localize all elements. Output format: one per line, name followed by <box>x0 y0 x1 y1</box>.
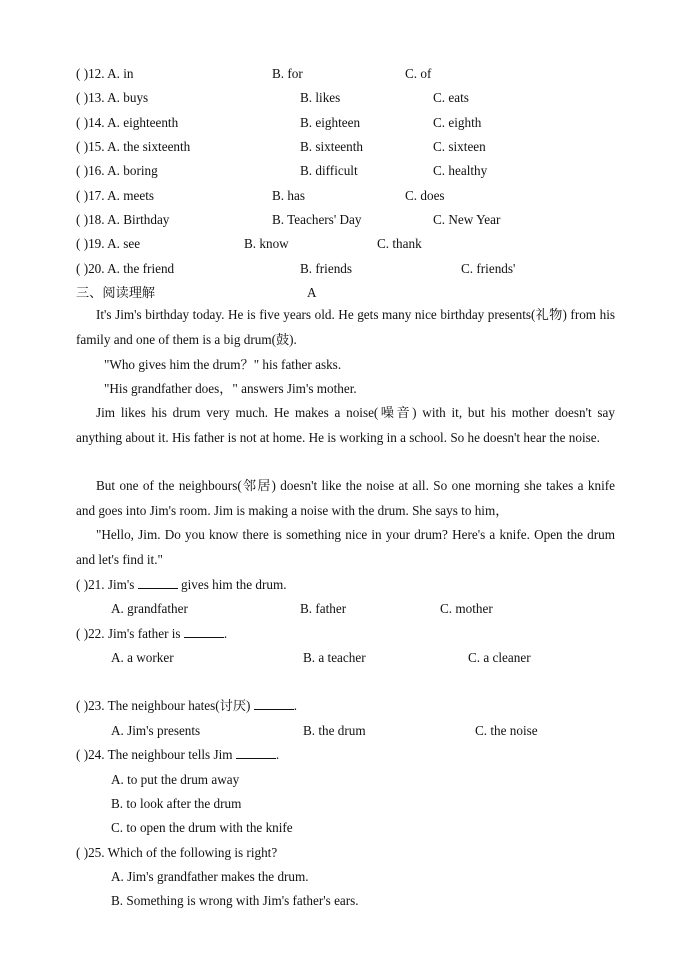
q23-option-b: B. the drum <box>303 723 366 738</box>
choice-question: ( )16. A. boring <box>76 163 158 178</box>
q22-option-c: C. a cleaner <box>468 650 531 665</box>
question-text-end: . <box>293 698 298 713</box>
choice-question: ( )14. A. eighteenth <box>76 115 179 130</box>
question-22 <box>76 626 227 642</box>
choice-option-c: C. thank <box>377 236 422 251</box>
passage-paragraph-2: "Who gives him the drum？" his father asks. <box>104 357 342 372</box>
choice-option-b: B. sixteenth <box>300 139 364 154</box>
choice-option-c: C. sixteen <box>433 139 486 154</box>
choice-option-c: C. of <box>405 66 432 81</box>
q24-option-a: A. to put the drum away <box>111 772 240 787</box>
question-text-end: . <box>223 626 228 641</box>
question-24 <box>76 747 279 763</box>
answer-blank <box>254 698 294 710</box>
choice-option-b: B. has <box>272 188 305 203</box>
answer-blank <box>184 626 224 638</box>
choice-option-b: B. know <box>244 236 289 251</box>
question-23 <box>76 698 297 714</box>
q24-option-c: C. to open the drum with the knife <box>111 820 293 835</box>
question-text: ( )24. The neighbour tells Jim <box>76 747 233 762</box>
choice-option-b: B. eighteen <box>300 115 361 130</box>
choice-option-b: B. difficult <box>300 163 358 178</box>
question-text: ( )21. Jim's <box>76 577 135 592</box>
passage-paragraph-6: "Hello, Jim. Do you know there is something nice in your drum? Here's a knife. Open the drum and let's find it." <box>76 527 615 567</box>
q23-option-c: C. the noise <box>475 723 538 738</box>
choice-option-b: B. friends <box>300 261 353 276</box>
question-25: ( )25. Which of the following is right? <box>76 845 278 860</box>
choice-option-c: C. eats <box>433 90 469 105</box>
question-text: ( )22. Jim's father is <box>76 626 181 641</box>
q25-option-a: A. Jim's grandfather makes the drum. <box>111 869 309 884</box>
choice-question: ( )17. A. meets <box>76 188 155 203</box>
q25-option-b: B. Something is wrong with Jim's father's ears. <box>111 893 359 908</box>
passage-paragraph-5: But one of the neighbours(邻居) doesn't like the noise at all. So one morning she takes a knife and goes into Jim's room. Jim is making a noise with the drum. She says to him， <box>76 478 615 518</box>
q24-option-b: B. to look after the drum <box>111 796 242 811</box>
q21-option-a: A. grandfather <box>111 601 188 616</box>
choice-question: ( )19. A. see <box>76 236 141 251</box>
question-text-end: gives him the drum. <box>181 577 287 592</box>
section-title: 三、阅读理解 <box>76 285 156 300</box>
choice-option-c: C. healthy <box>433 163 488 178</box>
q21-option-c: C. mother <box>440 601 493 616</box>
passage-label: A <box>307 285 317 300</box>
answer-blank <box>138 577 178 589</box>
passage-paragraph-1: It's Jim's birthday today. He is five years old. He gets many nice birthday presents(礼物) from his family and one of them is a big drum(鼓). <box>76 307 615 347</box>
choice-option-b: B. likes <box>300 90 341 105</box>
choice-question: ( )15. A. the sixteenth <box>76 139 191 154</box>
choice-option-c: C. New Year <box>433 212 501 227</box>
choice-option-c: C. does <box>405 188 445 203</box>
passage-paragraph-4: Jim likes his drum very much. He makes a noise(噪音) with it, but his mother doesn't say anything about it. His father is not at home. He is working in a school. So he doesn't hear the noise. <box>76 405 615 445</box>
q22-option-b: B. a teacher <box>303 650 366 665</box>
choice-option-b: B. Teachers' Day <box>272 212 362 227</box>
passage-paragraph-3: "His grandfather does，" answers Jim's mother. <box>104 381 357 396</box>
q23-option-a: A. Jim's presents <box>111 723 201 738</box>
choice-question: ( )12. A. in <box>76 66 134 81</box>
choice-option-c: C. friends' <box>461 261 516 276</box>
choice-question: ( )20. A. the friend <box>76 261 175 276</box>
question-21 <box>76 577 287 593</box>
q21-option-b: B. father <box>300 601 347 616</box>
q22-option-a: A. a worker <box>111 650 174 665</box>
choice-question: ( )13. A. buys <box>76 90 149 105</box>
question-text-end: . <box>275 747 280 762</box>
choice-option-b: B. for <box>272 66 303 81</box>
choice-option-c: C. eighth <box>433 115 482 130</box>
choice-question: ( )18. A. Birthday <box>76 212 170 227</box>
answer-blank <box>236 747 276 759</box>
question-text: ( )23. The neighbour hates(讨厌) <box>76 698 251 713</box>
